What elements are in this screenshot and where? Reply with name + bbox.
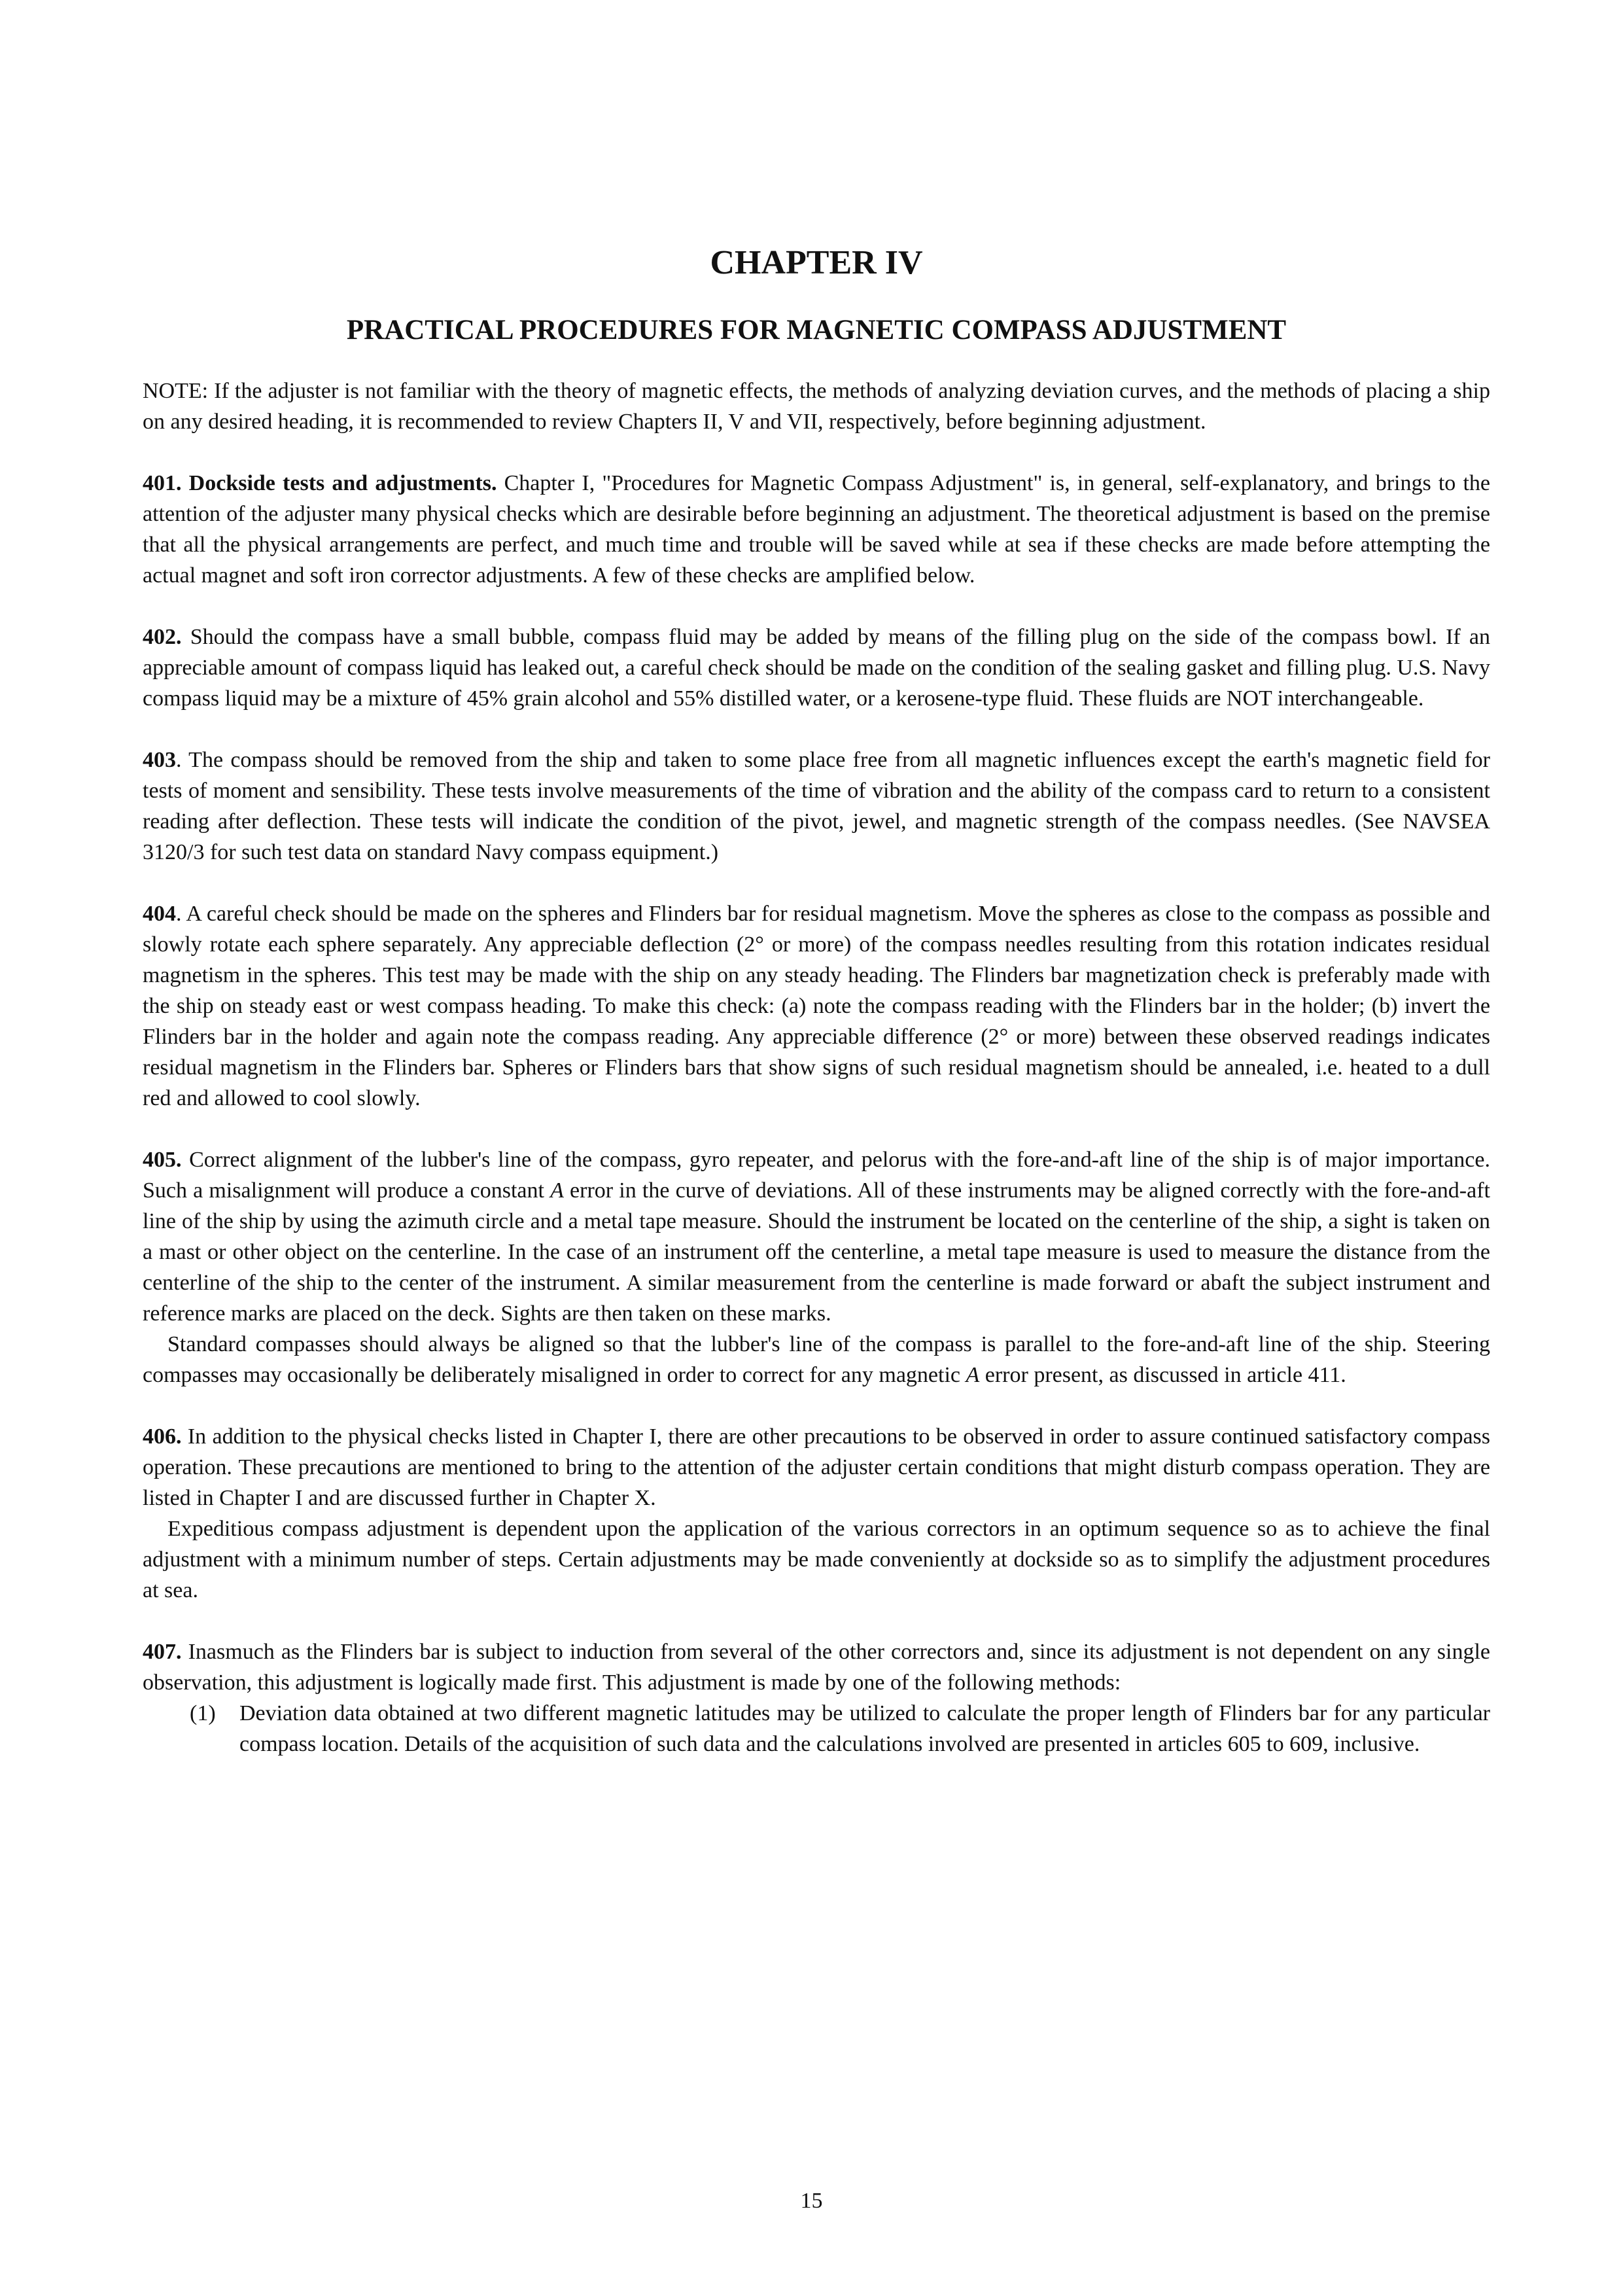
article-402-number: 402. <box>143 625 182 649</box>
article-403-text: . The compass should be removed from the ship and taken to some place free from all magnetic influences except the earth's magnetic field for tests of moment and sensibility. These tests involve measurements of the time of vibration and the ability of the compass card to return to a consistent reading after deflection. These tests will indicate the condition of the pivot, jewel, and magnetic strength of the compass needles. (See NAVSEA 3120/3 for such test data on standard Navy compass equipment.) <box>143 748 1490 864</box>
article-405-cont-part-2: error present, as discussed in article 411. <box>979 1363 1346 1387</box>
article-406-text: In addition to the physical checks listed in Chapter I, there are other precautions to be observed in order to assure continued satisfactory compass operation. These precautions are mentioned to bring to the attention of the adjuster certain conditions that might disturb compass operation. They are listed in Chapter I and are discussed further in Chapter X. <box>143 1424 1490 1510</box>
page-content <box>143 243 1490 1759</box>
article-401-text: Chapter I, "Procedures for Magnetic Compass Adjustment" is, in general, self-explanatory, and brings to the attention of the adjuster many physical checks which are desirable before beginning an adjustment. The theoretical adjustment is based on the premise that all the physical arrangements are perfect, and much time and trouble will be saved while at sea if these checks are made before attempting the actual magnet and soft iron corrector adjustments. A few of these checks are amplified below. <box>143 471 1490 588</box>
article-405-text-part-2: error in the curve of deviations. All of these instruments may be aligned correctly with the fore-and-aft line of the ship by using the azimuth circle and a metal tape measure. Should the instrument be located on the centerline of the ship, a sight is taken on a mast or other object on the centerline. In the case of an instrument off the centerline, a metal tape measure is used to measure the distance from the centerline of the ship to the center of the instrument. A similar measurement from the centerline is made forward or abaft the subject instrument and reference marks are placed on the deck. Sights are then taken on these marks. <box>143 1178 1490 1326</box>
article-405-number: 405. <box>143 1148 182 1172</box>
page-number: 15 <box>800 2189 823 2213</box>
article-405-cont-part-1: Standard compasses should always be aligned so that the lubber's line of the compass is parallel to the fore-and-aft line of the ship. Steering compasses may occasionally be deliberately misaligned in order to correct for any magnetic <box>143 1332 1490 1387</box>
list-item-text: Deviation data obtained at two different magnetic latitudes may be utilized to calculate the proper length of Flinders bar for any particular compass location. Details of the acquisition of such data and the calculations involved are presented in articles 605 to 609, inclusive. <box>239 1701 1490 1756</box>
article-405-cont-italic-a: A <box>966 1363 980 1387</box>
article-406 <box>143 1421 1490 1513</box>
article-404-text: . A careful check should be made on the spheres and Flinders bar for residual magnetism. Move the spheres as close to the compass as possible and slowly rotate each sphere separately. Any appreciable deflection (2° or more) of the compass needles resulting from this rotation indicates residual magnetism in the spheres. This test may be made with the ship on any steady heading. The Flinders bar magnetization check is preferably made with the ship on steady east or west compass heading. To make this check: (a) note the compass reading with the Flinders bar in the holder; (b) invert the Flinders bar in the holder and again note the compass reading. Any appreciable difference (2° or more) between these observed readings indicates residual magnetism in the Flinders bar. Spheres or Flinders bars that show signs of such residual magnetism should be annealed, i.e. heated to a dull red and allowed to cool slowly. <box>143 902 1490 1110</box>
article-405-continuation <box>143 1329 1490 1390</box>
article-407-number: 407. <box>143 1640 182 1664</box>
article-401-heading: Dockside tests and adjustments. <box>188 471 497 495</box>
article-406-continuation: Expeditious compass adjustment is dependent upon the application of the various correctors in an optimum sequence so as to achieve the final adjustment with a minimum number of steps. Certain adjustments may be made conveniently at dockside so as to simplify the adjustment procedures at sea. <box>143 1517 1490 1602</box>
chapter-subtitle: PRACTICAL PROCEDURES FOR MAGNETIC COMPASS ADJUSTMENT <box>346 315 1287 345</box>
article-402 <box>143 622 1490 714</box>
article-404-number: 404 <box>143 902 176 926</box>
article-405-italic-a: A <box>550 1178 564 1203</box>
list-item-marker: (1) <box>190 1701 216 1725</box>
article-406-number: 406. <box>143 1424 182 1449</box>
chapter-title: CHAPTER IV <box>710 244 923 281</box>
article-403-number: 403 <box>143 748 176 772</box>
article-407-text: Inasmuch as the Flinders bar is subject to induction from several of the other correctors and, since its adjustment is not dependent on any single observation, this adjustment is logically made first. This adjustment is made by one of the following methods: <box>143 1640 1490 1695</box>
article-402-text: Should the compass have a small bubble, compass fluid may be added by means of the filling plug on the side of the compass bowl. If an appreciable amount of compass liquid has leaked out, a careful check should be made on the condition of the sealing gasket and filling plug. U.S. Navy compass liquid may be a mixture of 45% grain alcohol and 55% distilled water, or a kerosene-type fluid. These fluids are NOT interchangeable. <box>143 625 1491 711</box>
list-item <box>143 1698 1490 1759</box>
article-405-text-part-1: Correct alignment of the lubber's line of the compass, gyro repeater, and pelorus with the fore-and-aft line of the ship is of major importance. Such a misalignment will produce a constant <box>143 1148 1490 1203</box>
article-407 <box>143 1636 1490 1698</box>
note-paragraph: NOTE: If the adjuster is not familiar with the theory of magnetic effects, the methods of analyzing deviation curves, and the methods of placing a ship on any desired heading, it is recommended to review Chapters II, V and VII, respectively, before beginning adjustment. <box>143 379 1490 434</box>
article-401 <box>143 468 1490 591</box>
article-404 <box>143 898 1490 1114</box>
article-405 <box>143 1144 1490 1329</box>
article-403 <box>143 745 1490 868</box>
article-401-number: 401. <box>143 471 182 495</box>
